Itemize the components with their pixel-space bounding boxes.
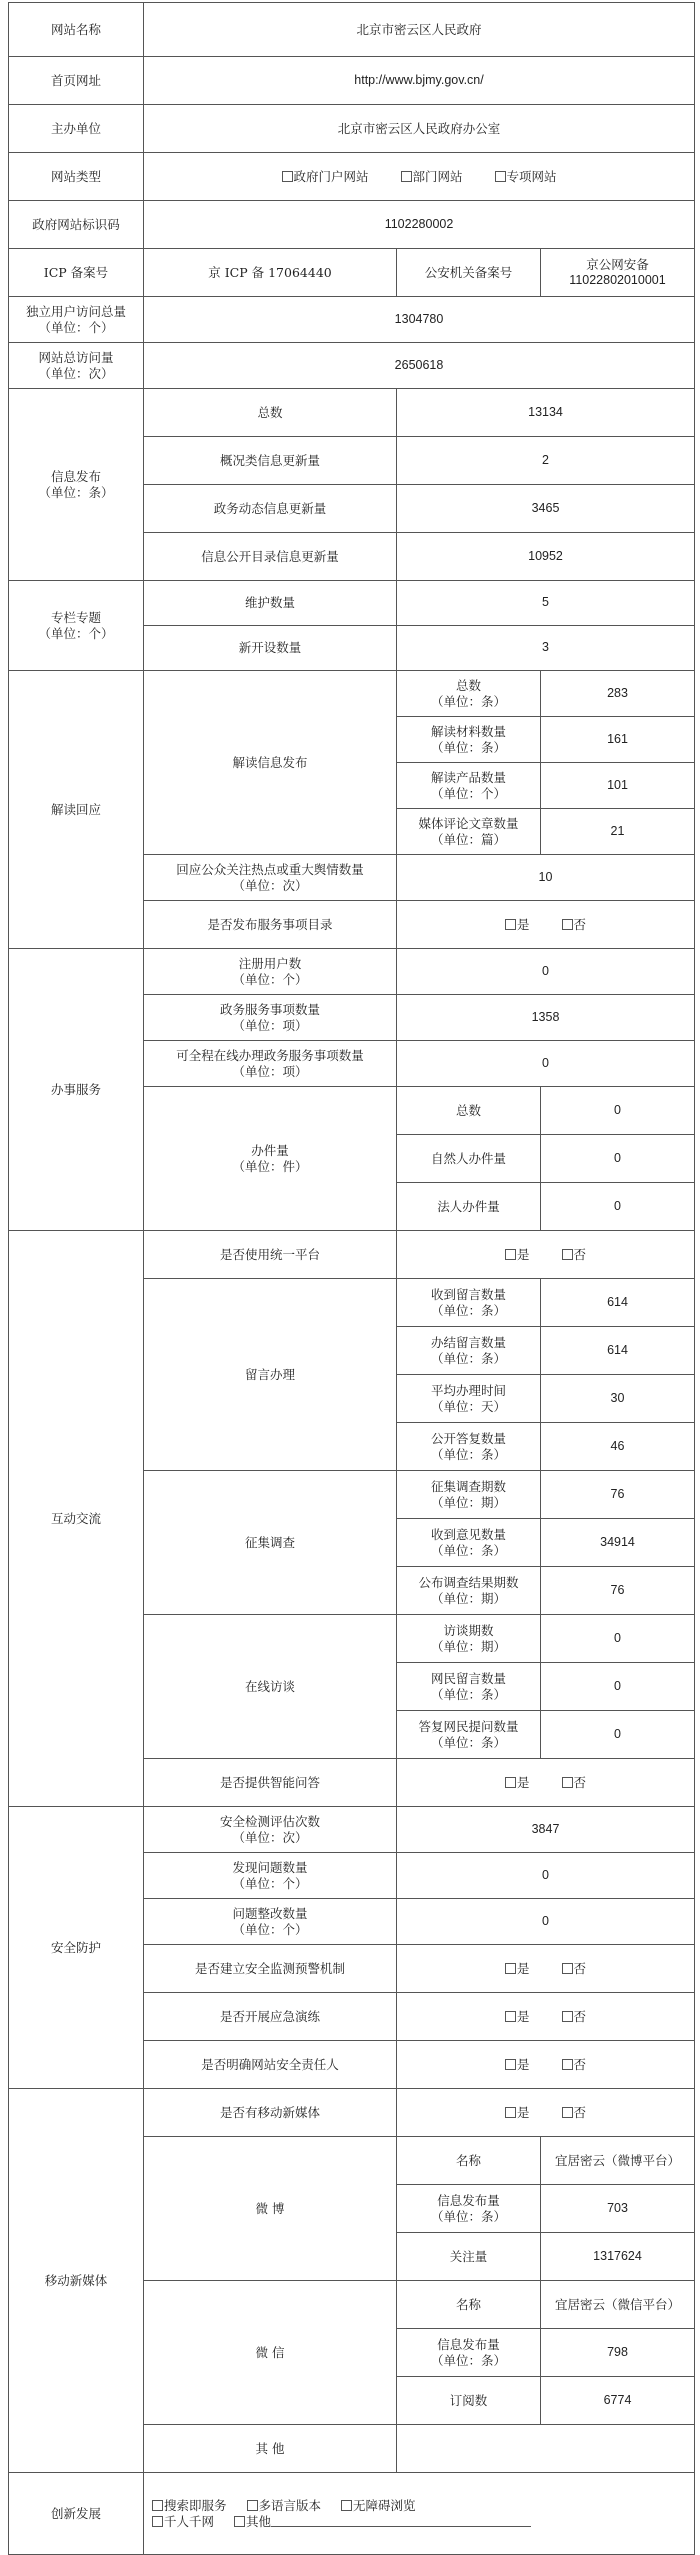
message-label: 留言办理	[144, 1279, 397, 1471]
interpret-row-value: 101	[541, 763, 695, 809]
handle-row-label: 自然人办件量	[397, 1135, 541, 1183]
wechat-row-value: 宜居密云（微信平台）	[541, 2281, 695, 2329]
survey-row-value: 34914	[541, 1519, 695, 1567]
checkbox-icon	[505, 1963, 516, 1974]
other-media-label: 其 他	[144, 2425, 397, 2473]
fixed-issues-value: 0	[397, 1899, 695, 1945]
monitor-options	[397, 1945, 695, 1993]
message-row-label: 收到留言数量 （单位：条）	[397, 1279, 541, 1327]
interpret-row-value: 283	[541, 671, 695, 717]
unified-platform-label: 是否使用统一平台	[144, 1231, 397, 1279]
found-issues-label: 发现问题数量 （单位：个）	[144, 1853, 397, 1899]
checkbox-icon	[562, 1963, 573, 1974]
interview-label: 在线访谈	[144, 1615, 397, 1759]
info-publish-row-label: 信息公开目录信息更新量	[144, 533, 397, 581]
column-row-value: 3	[397, 626, 695, 671]
interpret-row-label: 总数 （单位：条）	[397, 671, 541, 717]
weibo-row-value: 1317624	[541, 2233, 695, 2281]
site-name-label: 网站名称	[9, 3, 144, 57]
interpret-row-value: 21	[541, 809, 695, 855]
message-row-label: 平均办理时间 （单位：天）	[397, 1375, 541, 1423]
monitor-no-option[interactable]: 否	[562, 1961, 587, 1977]
weibo-row-value: 703	[541, 2185, 695, 2233]
checkbox-icon	[401, 171, 412, 182]
info-publish-row-label: 总数	[144, 389, 397, 437]
interview-row-label: 答复网民提问数量 （单位：条）	[397, 1711, 541, 1759]
fixed-issues-label: 问题整改数量 （单位：个）	[144, 1899, 397, 1945]
interpret-row-value: 161	[541, 717, 695, 763]
interview-row-value: 0	[541, 1615, 695, 1663]
interpret-row-label: 解读材料数量 （单位：条）	[397, 717, 541, 763]
checkbox-icon	[247, 2500, 258, 2511]
checkbox-icon	[282, 171, 293, 182]
innovation-accessibility-option[interactable]: 无障碍浏览	[341, 2498, 416, 2514]
wechat-row-value: 798	[541, 2329, 695, 2377]
innovation-options	[144, 2473, 695, 2555]
info-publish-row-label: 政务动态信息更新量	[144, 485, 397, 533]
checkbox-icon	[562, 2011, 573, 2022]
checkbox-icon	[341, 2500, 352, 2511]
smart-no-option[interactable]: 否	[562, 1775, 587, 1791]
icp-label: ICP 备案号	[9, 249, 144, 297]
handle-row-value: 0	[541, 1183, 695, 1231]
handle-row-value: 0	[541, 1087, 695, 1135]
site-type-option-department[interactable]: 部门网站	[401, 169, 463, 185]
catalog-label: 是否发布服务事项目录	[144, 901, 397, 949]
mobile-no-option[interactable]: 否	[562, 2105, 587, 2121]
monitor-yes-option[interactable]: 是	[505, 1961, 530, 1977]
message-row-value: 30	[541, 1375, 695, 1423]
unique-visitors-value: 1304780	[144, 297, 695, 343]
responsible-label: 是否明确网站安全责任人	[144, 2041, 397, 2089]
column-row-value: 5	[397, 581, 695, 626]
unified-platform-options	[397, 1231, 695, 1279]
drill-options	[397, 1993, 695, 2041]
checkbox-icon	[562, 2059, 573, 2070]
interview-row-value: 0	[541, 1711, 695, 1759]
website-annual-report-table	[8, 2, 695, 2555]
wechat-row-value: 6774	[541, 2377, 695, 2425]
has-mobile-label: 是否有移动新媒体	[144, 2089, 397, 2137]
interview-row-label: 访谈期数 （单位：期）	[397, 1615, 541, 1663]
checkbox-icon	[152, 2500, 163, 2511]
drill-no-option[interactable]: 否	[562, 2009, 587, 2025]
survey-row-value: 76	[541, 1471, 695, 1519]
checkbox-icon	[562, 2107, 573, 2118]
column-row-label: 新开设数量	[144, 626, 397, 671]
has-mobile-options	[397, 2089, 695, 2137]
icp-value: 京 ICP 备 17064440	[144, 249, 397, 297]
info-publish-row-value: 2	[397, 437, 695, 485]
weibo-row-label: 关注量	[397, 2233, 541, 2281]
survey-row-value: 76	[541, 1567, 695, 1615]
catalog-yes-option[interactable]: 是	[505, 917, 530, 933]
online-items-label: 可全程在线办理政务服务事项数量 （单位：项）	[144, 1041, 397, 1087]
info-publish-row-value: 10952	[397, 533, 695, 581]
interview-row-label: 网民留言数量 （单位：条）	[397, 1663, 541, 1711]
checkbox-icon	[505, 919, 516, 930]
survey-row-label: 公布调查结果期数 （单位：期）	[397, 1567, 541, 1615]
weibo-row-value: 宜居密云（微博平台）	[541, 2137, 695, 2185]
online-items-value: 0	[397, 1041, 695, 1087]
other-media-value	[397, 2425, 695, 2473]
site-id-value: 1102280002	[144, 201, 695, 249]
innovation-search-option[interactable]: 搜索即服务	[152, 2498, 227, 2514]
checkbox-icon	[562, 1777, 573, 1788]
info-publish-row-label: 概况类信息更新量	[144, 437, 397, 485]
service-items-label: 政务服务事项数量 （单位：项）	[144, 995, 397, 1041]
responsible-yes-option[interactable]: 是	[505, 2057, 530, 2073]
unique-visitors-label: 独立用户访问总量 （单位：个）	[9, 297, 144, 343]
column-label: 专栏专题 （单位：个）	[9, 581, 144, 671]
column-row-label: 维护数量	[144, 581, 397, 626]
checkbox-icon	[234, 2516, 245, 2527]
reg-users-value: 0	[397, 949, 695, 995]
interaction-label: 互动交流	[9, 1231, 144, 1807]
smart-qa-label: 是否提供智能问答	[144, 1759, 397, 1807]
wechat-row-label: 信息发布量 （单位：条）	[397, 2329, 541, 2377]
interpret-row-label: 媒体评论文章数量 （单位：篇）	[397, 809, 541, 855]
drill-yes-option[interactable]: 是	[505, 2009, 530, 2025]
message-row-label: 公开答复数量 （单位：条）	[397, 1423, 541, 1471]
response-label: 回应公众关注热点或重大舆情数量 （单位：次）	[144, 855, 397, 901]
info-publish-label: 信息发布 （单位：条）	[9, 389, 144, 581]
mobile-yes-option[interactable]: 是	[505, 2105, 530, 2121]
police-record-label: 公安机关备案号	[397, 249, 541, 297]
wechat-row-label: 名称	[397, 2281, 541, 2329]
smart-yes-option[interactable]: 是	[505, 1775, 530, 1791]
info-publish-row-value: 3465	[397, 485, 695, 533]
checkbox-icon	[152, 2516, 163, 2527]
info-publish-row-value: 13134	[397, 389, 695, 437]
other-input-line[interactable]	[271, 2516, 531, 2527]
site-name-value: 北京市密云区人民政府	[144, 3, 695, 57]
homepage-label: 首页网址	[9, 57, 144, 105]
reg-users-label: 注册用户数 （单位：个）	[144, 949, 397, 995]
interpret-row-label: 解读产品数量 （单位：个）	[397, 763, 541, 809]
wechat-row-label: 订阅数	[397, 2377, 541, 2425]
responsible-no-option[interactable]: 否	[562, 2057, 587, 2073]
innovation-other-option[interactable]: 其他	[234, 2514, 531, 2530]
wechat-label: 微 信	[144, 2281, 397, 2425]
total-visits-label: 网站总访问量 （单位：次）	[9, 343, 144, 389]
innovation-personalized-option[interactable]: 千人千网	[152, 2514, 214, 2530]
response-value: 10	[397, 855, 695, 901]
handle-label: 办件量 （单位：件）	[144, 1087, 397, 1231]
site-id-label: 政府网站标识码	[9, 201, 144, 249]
homepage-value: http://www.bjmy.gov.cn/	[144, 57, 695, 105]
message-row-value: 614	[541, 1327, 695, 1375]
checkbox-icon	[505, 2107, 516, 2118]
unified-yes-option[interactable]: 是	[505, 1247, 530, 1263]
responsible-options	[397, 2041, 695, 2089]
drill-label: 是否开展应急演练	[144, 1993, 397, 2041]
site-type-label: 网站类型	[9, 153, 144, 201]
site-type-option-portal[interactable]: 政府门户网站	[282, 169, 369, 185]
handle-row-label: 法人办件量	[397, 1183, 541, 1231]
message-row-value: 614	[541, 1279, 695, 1327]
security-eval-label: 安全检测评估次数 （单位：次）	[144, 1807, 397, 1853]
handle-row-value: 0	[541, 1135, 695, 1183]
sponsor-label: 主办单位	[9, 105, 144, 153]
checkbox-icon	[505, 2011, 516, 2022]
sponsor-value: 北京市密云区人民政府办公室	[144, 105, 695, 153]
monitor-label: 是否建立安全监测预警机制	[144, 1945, 397, 1993]
survey-row-label: 征集调查期数 （单位：期）	[397, 1471, 541, 1519]
interpret-publish-label: 解读信息发布	[144, 671, 397, 855]
weibo-row-label: 信息发布量 （单位：条）	[397, 2185, 541, 2233]
police-record-value: 京公网安备 11022802010001	[541, 249, 695, 297]
service-label: 办事服务	[9, 949, 144, 1231]
innovation-multilang-option[interactable]: 多语言版本	[247, 2498, 322, 2514]
service-items-value: 1358	[397, 995, 695, 1041]
survey-label: 征集调查	[144, 1471, 397, 1615]
checkbox-icon	[505, 1777, 516, 1788]
checkbox-icon	[562, 1249, 573, 1260]
unified-no-option[interactable]: 否	[562, 1247, 587, 1263]
found-issues-value: 0	[397, 1853, 695, 1899]
site-type-options	[144, 153, 695, 201]
total-visits-value: 2650618	[144, 343, 695, 389]
checkbox-icon	[505, 1249, 516, 1260]
weibo-row-label: 名称	[397, 2137, 541, 2185]
interview-row-value: 0	[541, 1663, 695, 1711]
security-label: 安全防护	[9, 1807, 144, 2089]
weibo-label: 微 博	[144, 2137, 397, 2281]
message-row-value: 46	[541, 1423, 695, 1471]
handle-row-label: 总数	[397, 1087, 541, 1135]
smart-qa-options	[397, 1759, 695, 1807]
site-type-option-special[interactable]: 专项网站	[495, 169, 557, 185]
survey-row-label: 收到意见数量 （单位：条）	[397, 1519, 541, 1567]
checkbox-icon	[562, 919, 573, 930]
innovation-label: 创新发展	[9, 2473, 144, 2555]
checkbox-icon	[505, 2059, 516, 2070]
security-eval-value: 3847	[397, 1807, 695, 1853]
catalog-no-option[interactable]: 否	[562, 917, 587, 933]
catalog-options	[397, 901, 695, 949]
message-row-label: 办结留言数量 （单位：条）	[397, 1327, 541, 1375]
checkbox-icon	[495, 171, 506, 182]
mobile-label: 移动新媒体	[9, 2089, 144, 2473]
interpret-label: 解读回应	[9, 671, 144, 949]
